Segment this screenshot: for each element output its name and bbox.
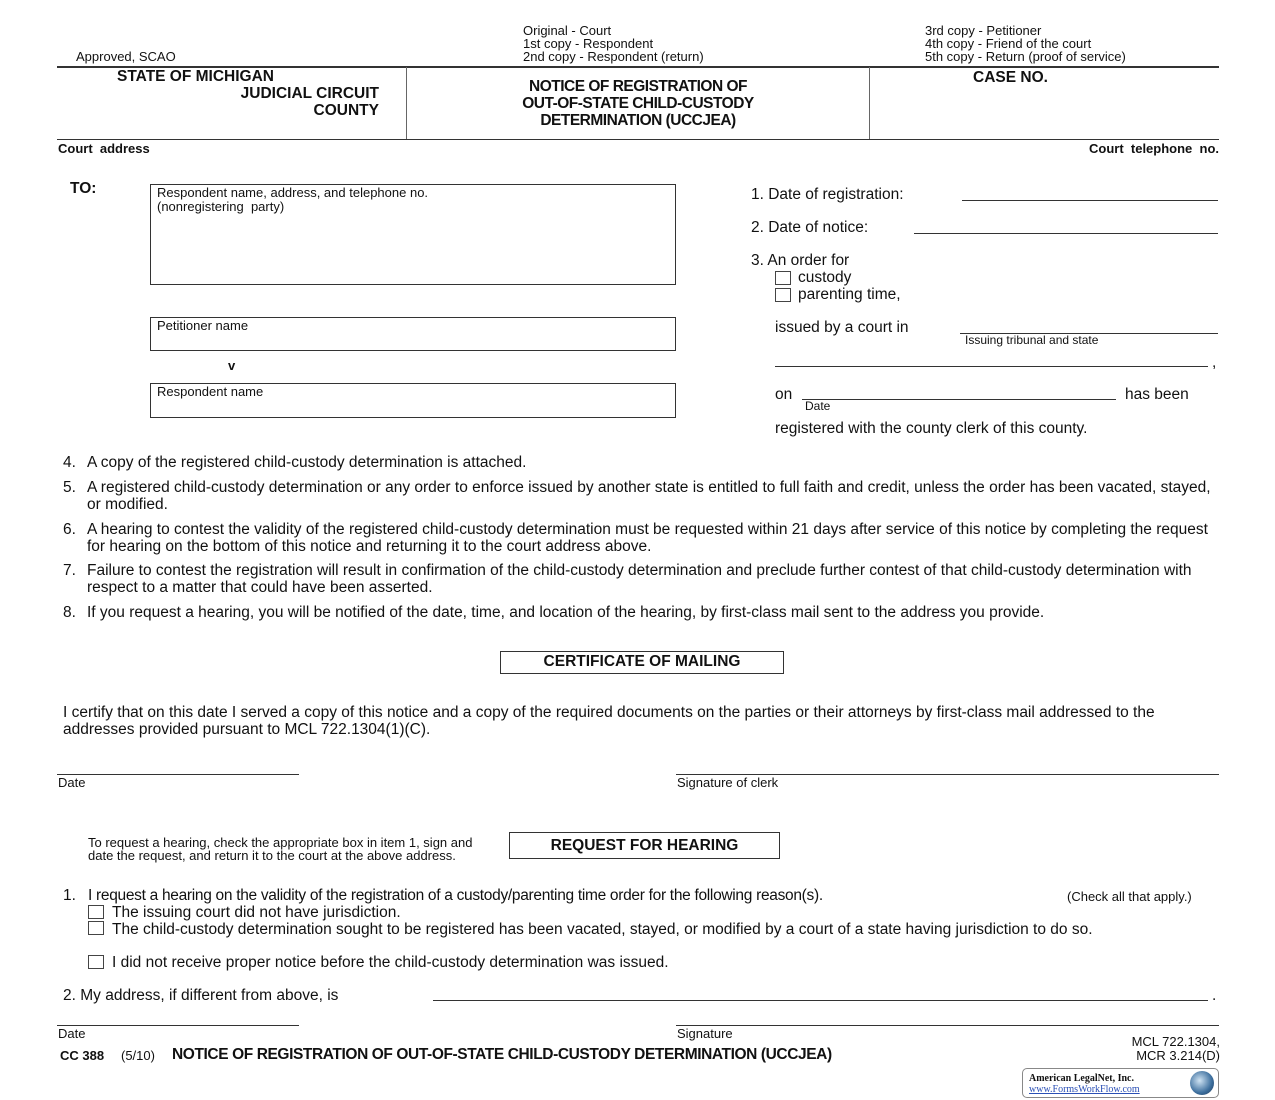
parenting-time-label: parenting time, bbox=[798, 286, 901, 303]
item-number: 6. bbox=[63, 521, 76, 538]
date-label: Date bbox=[58, 775, 86, 790]
respondent-address-field[interactable] bbox=[150, 184, 676, 285]
request-item-1: I request a hearing on the validity of the registration of a custody/parenting time order for the following reason(s). bbox=[88, 887, 823, 904]
item-number: 5. bbox=[63, 479, 76, 496]
footer-title: NOTICE OF REGISTRATION OF OUT-OF-STATE CHILD-CUSTODY DETERMINATION (UCCJEA) bbox=[172, 1046, 832, 1063]
reason-1-checkbox[interactable] bbox=[88, 905, 104, 919]
form-number: CC 388 bbox=[60, 1048, 105, 1063]
copy-line: 5th copy - Return (proof of service) bbox=[925, 49, 1126, 64]
to-label: TO: bbox=[70, 180, 97, 197]
item-4 bbox=[63, 454, 1221, 471]
item-text: Failure to contest the registration will result in confirmation of the child-custody determination and preclude further contest of that child-custody determination with respect to a matter that could have been asserted. bbox=[87, 562, 1192, 596]
period: . bbox=[1212, 987, 1217, 1004]
copy-line: 3rd copy - Petitioner bbox=[925, 23, 1042, 38]
logo-link[interactable]: www.FormsWorkFlow.com bbox=[1029, 1084, 1140, 1095]
address-label: 2. My address, if different from above, is bbox=[63, 987, 339, 1004]
address-field[interactable] bbox=[433, 1000, 1208, 1001]
title-line: DETERMINATION (UCCJEA) bbox=[540, 112, 736, 129]
order-date-field[interactable] bbox=[802, 399, 1116, 400]
item-number: 4. bbox=[63, 454, 76, 471]
notice-date-field[interactable] bbox=[914, 233, 1218, 234]
copies-right bbox=[925, 24, 1126, 63]
date-label: Date bbox=[58, 1026, 86, 1041]
reason-2-checkbox[interactable] bbox=[88, 921, 104, 935]
versus-label: v bbox=[228, 358, 236, 373]
court-address-label: Court address bbox=[58, 141, 150, 156]
label-line: Respondent name, address, and telephone no. bbox=[157, 185, 429, 200]
circuit-label: JUDICIAL CIRCUIT bbox=[240, 85, 379, 102]
item-8 bbox=[63, 604, 1221, 621]
registered-label: registered with the county clerk of this county. bbox=[775, 420, 1088, 437]
comma: , bbox=[1212, 354, 1217, 371]
field-label: Respondent name bbox=[157, 384, 264, 399]
petitioner-name-field[interactable] bbox=[150, 317, 676, 351]
title-line: NOTICE OF REGISTRATION OF bbox=[529, 78, 747, 95]
item-2-label: 2. Date of notice: bbox=[751, 219, 869, 236]
on-label: on bbox=[775, 386, 793, 403]
label-line: (nonregistering party) bbox=[157, 199, 285, 214]
item-5 bbox=[63, 479, 1221, 513]
clerk-signature-label: Signature of clerk bbox=[677, 775, 779, 790]
item-6 bbox=[63, 521, 1221, 555]
issuing-tribunal-field-2[interactable] bbox=[775, 366, 1208, 367]
reason-2: The child-custody determination sought to be registered has been vacated, stayed, or modified by a court of a state having jurisdiction to do so. bbox=[112, 921, 1093, 938]
globe-icon bbox=[1190, 1071, 1214, 1095]
legalnet-logo[interactable] bbox=[1022, 1068, 1219, 1098]
case-no-label: CASE NO. bbox=[973, 69, 1048, 86]
copy-line: 2nd copy - Respondent (return) bbox=[523, 49, 704, 64]
certificate-date-field[interactable] bbox=[57, 774, 299, 775]
issued-label: issued by a court in bbox=[775, 319, 909, 336]
has-been-label: has been bbox=[1125, 386, 1189, 403]
custody-label: custody bbox=[798, 269, 852, 286]
item-text: A registered child-custody determination or any order to enforce issued by another state is entitled to full faith and credit, unless the order has been vacated, stayed, or modified. bbox=[87, 479, 1211, 513]
custody-checkbox[interactable] bbox=[775, 271, 791, 285]
check-all-note: (Check all that apply.) bbox=[1067, 889, 1192, 904]
request-title: REQUEST FOR HEARING bbox=[509, 832, 780, 859]
field-label: Petitioner name bbox=[157, 318, 249, 333]
logo-name: American LegalNet, Inc. bbox=[1029, 1073, 1134, 1084]
certificate-title: CERTIFICATE OF MAILING bbox=[500, 651, 784, 674]
request-instructions: To request a hearing, check the appropriate box in item 1, sign and date the request, and return it to the court at the above address. bbox=[88, 835, 473, 863]
respondent-name-field[interactable] bbox=[150, 383, 676, 418]
field-label bbox=[157, 186, 669, 214]
item-number: 7. bbox=[63, 562, 76, 579]
item-1-label: 1. Date of registration: bbox=[751, 186, 904, 203]
reason-3-checkbox[interactable] bbox=[88, 955, 104, 969]
item-3-label: 3. An order for bbox=[751, 252, 850, 269]
item-number: 8. bbox=[63, 604, 76, 621]
mcl-reference: MCL 722.1304, bbox=[1131, 1034, 1220, 1049]
item-text: If you request a hearing, you will be notified of the date, time, and location of the hearing, by first-class mail sent to the address you provide. bbox=[87, 604, 1045, 621]
copies-left bbox=[523, 24, 704, 63]
certificate-text: I certify that on this date I served a copy of this notice and a copy of the required documents on the parties or their attorneys by first-class mail addressed to the addresses provided pursuant to MCL 722.1304(1)(C). bbox=[63, 704, 1155, 738]
request-item-1-number: 1. bbox=[63, 887, 76, 904]
county-label: COUNTY bbox=[313, 102, 379, 119]
copy-line: 4th copy - Friend of the court bbox=[925, 36, 1092, 51]
item-text: A copy of the registered child-custody determination is attached. bbox=[87, 454, 527, 471]
form-title bbox=[407, 78, 869, 129]
state-label: STATE OF MICHIGAN bbox=[117, 68, 274, 85]
tribunal-caption: Issuing tribunal and state bbox=[965, 333, 1099, 347]
court-phone-label: Court telephone no. bbox=[1089, 141, 1219, 156]
date-caption: Date bbox=[805, 399, 831, 413]
mcr-reference: MCR 3.214(D) bbox=[1136, 1048, 1220, 1063]
reason-1: The issuing court did not have jurisdiction. bbox=[112, 904, 401, 921]
title-line: OUT-OF-STATE CHILD-CUSTODY bbox=[522, 95, 754, 112]
reason-3: I did not receive proper notice before the child-custody determination was issued. bbox=[112, 954, 669, 971]
divider bbox=[869, 67, 870, 139]
divider bbox=[57, 139, 1219, 140]
signature-label: Signature bbox=[677, 1026, 733, 1041]
request-signature-field[interactable] bbox=[676, 1025, 1219, 1026]
registration-date-field[interactable] bbox=[962, 200, 1218, 201]
copy-line: Original - Court bbox=[523, 23, 612, 38]
request-date-field[interactable] bbox=[57, 1025, 299, 1026]
parenting-time-checkbox[interactable] bbox=[775, 288, 791, 302]
item-7 bbox=[63, 562, 1221, 596]
approved-label: Approved, SCAO bbox=[76, 49, 176, 64]
copy-line: 1st copy - Respondent bbox=[523, 36, 654, 51]
item-text: A hearing to contest the validity of the registered child-custody determination must be requested within 21 days after service of this notice by completing the request for hearing on the bottom of this notice and returning it to the court address above. bbox=[87, 521, 1208, 555]
form-revision: (5/10) bbox=[121, 1048, 155, 1063]
